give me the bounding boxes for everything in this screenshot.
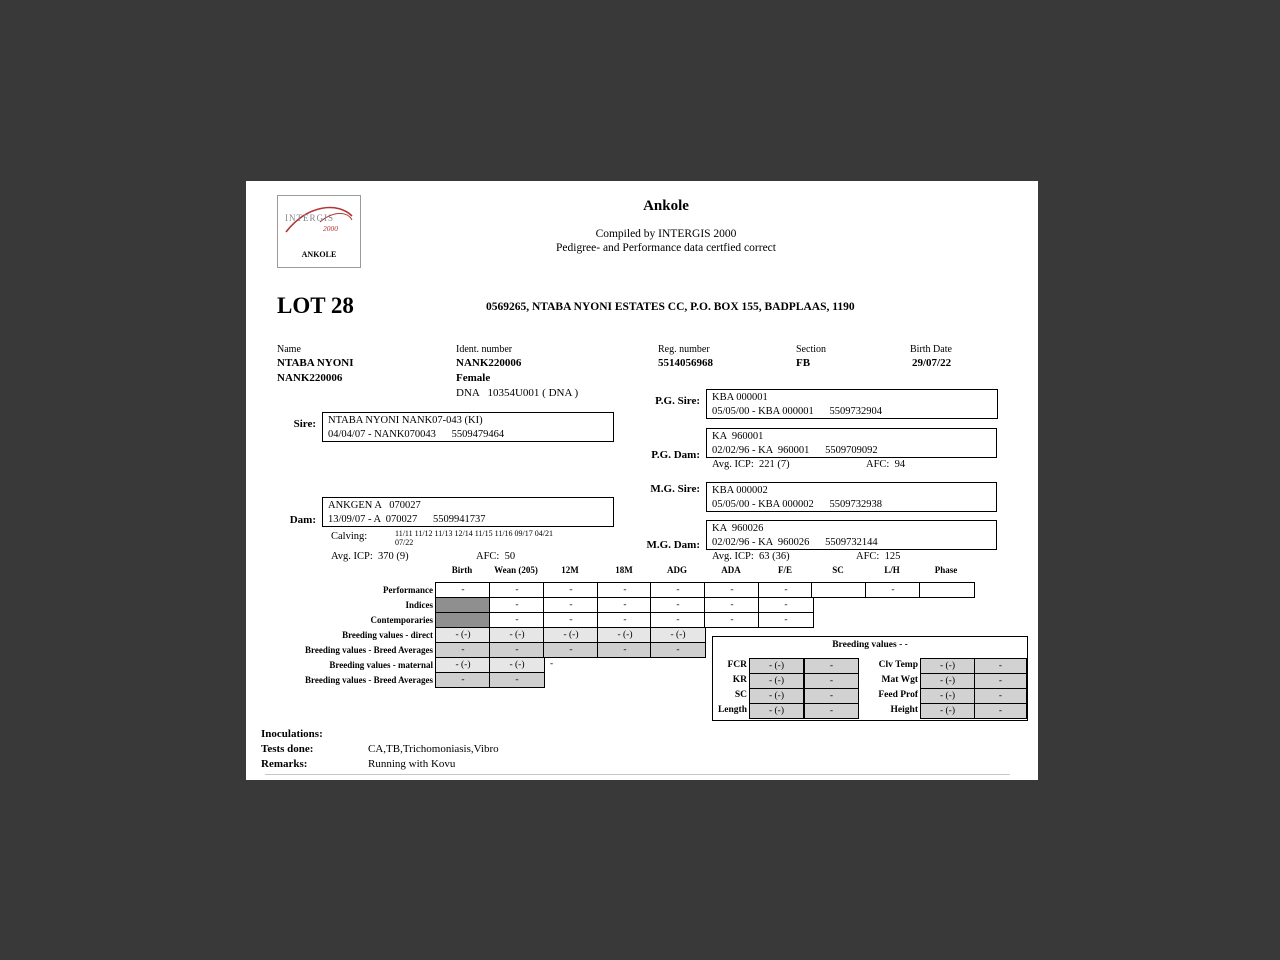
- bv-cell: -: [804, 703, 859, 719]
- row-label-bv-breed-averages: Breeding values - Breed Averages: [305, 645, 433, 655]
- bv-breed-avg-cell: -: [435, 642, 491, 658]
- bv-row-left-label: SC: [734, 690, 747, 700]
- bv-cell: -: [974, 673, 1027, 689]
- bv-maternal-loose-dash: -: [550, 659, 554, 669]
- name-label: Name: [277, 344, 301, 355]
- bv-cell: - (-): [920, 673, 975, 689]
- sire-box: [322, 412, 614, 442]
- contemporaries-cell: -: [597, 612, 653, 628]
- bv-box-row: [713, 658, 1027, 673]
- col-header-12m: 12M: [561, 565, 579, 575]
- animal-ident: NANK220006: [456, 357, 522, 369]
- bv-maternal-cell: - (-): [489, 657, 545, 673]
- pg-sire-name: KBA 000001: [712, 392, 768, 403]
- bv-cell: - (-): [749, 658, 804, 674]
- animal-sex: Female: [456, 372, 491, 384]
- bv-breed-avg2-cell: -: [435, 672, 491, 688]
- birthdate-label: Birth Date: [910, 344, 952, 355]
- bv-row-right-label: Feed Prof: [878, 690, 918, 700]
- bv-box-row: [713, 688, 1027, 703]
- calving-label: Calving:: [331, 531, 368, 542]
- indices-cell: -: [597, 597, 653, 613]
- bv-row-right-label: Mat Wgt: [881, 675, 918, 685]
- calving-dates-line2: 07/22: [395, 538, 414, 547]
- compiled-by-line: Compiled by INTERGIS 2000: [595, 228, 737, 240]
- bv-cell: - (-): [749, 688, 804, 704]
- mg-dam-detail: 02/02/96 - KA 960026 5509732144: [712, 537, 878, 548]
- remarks-value: Running with Kovu: [368, 758, 456, 770]
- bv-breed-avg-cell: -: [543, 642, 599, 658]
- animal-name-line1: NTABA NYONI: [277, 357, 354, 369]
- bv-row-left-label: FCR: [727, 660, 747, 670]
- contemporaries-cell: -: [650, 612, 706, 628]
- indices-cell: -: [489, 597, 545, 613]
- certified-line: Pedigree- and Performance data certfied correct: [556, 242, 776, 254]
- col-header-adg: ADG: [667, 565, 687, 575]
- bv-box-row: [713, 673, 1027, 688]
- perf-cell: -: [597, 582, 653, 598]
- dam-avg-icp: Avg. ICP: 370 (9): [331, 551, 409, 562]
- bv-breed-avg-cell: -: [650, 642, 706, 658]
- ident-label: Ident. number: [456, 344, 513, 355]
- bv-cell: - (-): [749, 703, 804, 719]
- row-label-bv-breed-averages-2: Breeding values - Breed Averages: [305, 675, 433, 685]
- row-label-performance: Performance: [383, 585, 433, 595]
- col-header-wean: Wean (205): [494, 565, 538, 575]
- bv-cell: - (-): [920, 658, 975, 674]
- row-label-bv-direct: Breeding values - direct: [342, 630, 433, 640]
- perf-cell: -: [435, 582, 491, 598]
- animal-dna: DNA 10354U001 ( DNA ): [456, 387, 579, 399]
- owner-line: 0569265, NTABA NYONI ESTATES CC, P.O. BOX 155, BADPLAAS, 1190: [486, 301, 855, 313]
- contemporaries-cell: -: [758, 612, 814, 628]
- lot-number: LOT 28: [277, 293, 354, 318]
- animal-name-line2: NANK220006: [277, 372, 343, 384]
- breeding-values-box: [712, 636, 1028, 721]
- indices-cell: -: [758, 597, 814, 613]
- mg-dam-box: [706, 520, 997, 550]
- col-header-sc: SC: [832, 565, 844, 575]
- mg-sire-name: KBA 000002: [712, 485, 768, 496]
- bv-cell: -: [974, 658, 1027, 674]
- indices-cell: -: [650, 597, 706, 613]
- tests-done-value: CA,TB,Trichomoniasis,Vibro: [368, 743, 499, 755]
- perf-cell: -: [758, 582, 814, 598]
- logo-breed-text: ANKOLE: [301, 250, 337, 259]
- bv-direct-cell: - (-): [650, 627, 706, 643]
- row-label-bv-maternal: Breeding values - maternal: [329, 660, 433, 670]
- bv-direct-cell: - (-): [543, 627, 599, 643]
- bv-cell: -: [804, 673, 859, 689]
- page-title: Ankole: [643, 198, 689, 214]
- perf-cell: -: [489, 582, 545, 598]
- inoculations-label: Inoculations:: [261, 728, 323, 740]
- bv-direct-cell: - (-): [597, 627, 653, 643]
- contemporaries-blank-cell: [435, 612, 491, 628]
- logo-brand-text: INTERGIS: [285, 213, 334, 223]
- tests-done-label: Tests done:: [261, 743, 314, 755]
- bv-cell: -: [974, 688, 1027, 704]
- mg-dam-afc: AFC: 125: [856, 551, 901, 562]
- bv-maternal-cell: - (-): [435, 657, 491, 673]
- pg-dam-afc: AFC: 94: [866, 459, 906, 470]
- bv-cell: - (-): [749, 673, 804, 689]
- pg-dam-box: [706, 428, 997, 458]
- indices-blank-cell: [435, 597, 491, 613]
- sire-name: NTABA NYONI NANK07-043 (KI): [328, 415, 483, 426]
- perf-cell: [811, 582, 867, 598]
- sire-label: Sire:: [293, 418, 316, 430]
- bv-direct-cell: - (-): [489, 627, 545, 643]
- mg-dam-avg-icp: Avg. ICP: 63 (36): [712, 551, 790, 562]
- intergis-logo: [277, 195, 361, 268]
- calving-dates-line1: 11/11 11/12 11/13 12/14 11/15 11/16 09/17 04/21: [395, 529, 553, 538]
- animal-birthdate: 29/07/22: [912, 357, 952, 369]
- perf-cell: -: [865, 582, 921, 598]
- breeding-values-box-title: Breeding values - -: [832, 640, 908, 650]
- perf-cell: [919, 582, 975, 598]
- contemporaries-cell: -: [543, 612, 599, 628]
- pg-dam-label: P.G. Dam:: [651, 449, 700, 461]
- mg-sire-box: [706, 482, 997, 512]
- col-header-birth: Birth: [451, 565, 473, 575]
- perf-cell: -: [543, 582, 599, 598]
- pg-sire-detail: 05/05/00 - KBA 000001 5509732904: [712, 406, 883, 417]
- col-header-fe: F/E: [777, 565, 792, 575]
- bv-breed-avg-cell: -: [489, 642, 545, 658]
- bv-row-right-label: Clv Temp: [878, 660, 918, 670]
- bv-cell: -: [804, 658, 859, 674]
- pg-sire-box: [706, 389, 998, 419]
- pedigree-certificate-page: [246, 181, 1038, 780]
- row-label-indices: Indices: [405, 600, 433, 610]
- bv-cell: - (-): [920, 688, 975, 704]
- dam-label: Dam:: [289, 514, 316, 526]
- perf-cell: -: [704, 582, 760, 598]
- contemporaries-cell: -: [704, 612, 760, 628]
- dam-detail: 13/09/07 - A 070027 5509941737: [328, 514, 486, 525]
- pg-dam-name: KA 960001: [712, 431, 764, 442]
- bv-cell: - (-): [920, 703, 975, 719]
- dam-name: ANKGEN A 070027: [328, 500, 421, 511]
- col-header-18m: 18M: [615, 565, 633, 575]
- pg-sire-label: P.G. Sire:: [655, 395, 700, 407]
- pg-dam-avg-icp: Avg. ICP: 221 (7): [712, 459, 790, 470]
- bv-cell: -: [804, 688, 859, 704]
- bv-row-left-label: KR: [732, 675, 747, 685]
- col-header-lh: L/H: [884, 565, 900, 575]
- bv-direct-cell: - (-): [435, 627, 491, 643]
- bv-cell: -: [974, 703, 1027, 719]
- logo-year-text: 2000: [323, 224, 338, 233]
- remarks-label: Remarks:: [261, 758, 308, 770]
- bv-breed-avg2-cell: -: [489, 672, 545, 688]
- bv-breed-avg-cell: -: [597, 642, 653, 658]
- mg-sire-detail: 05/05/00 - KBA 000002 5509732938: [712, 499, 883, 510]
- section-label: Section: [796, 344, 826, 355]
- mg-sire-label: M.G. Sire:: [650, 483, 700, 495]
- col-header-phase: Phase: [934, 565, 958, 575]
- sire-detail: 04/04/07 - NANK070043 5509479464: [328, 429, 505, 440]
- reg-label: Reg. number: [658, 344, 710, 355]
- contemporaries-cell: -: [489, 612, 545, 628]
- animal-section: FB: [796, 357, 811, 369]
- mg-dam-name: KA 960026: [712, 523, 764, 534]
- mg-dam-label: M.G. Dam:: [646, 539, 700, 551]
- animal-reg: 5514056968: [658, 357, 713, 369]
- dam-afc: AFC: 50: [476, 551, 516, 562]
- perf-cell: -: [650, 582, 706, 598]
- dam-box: [322, 497, 614, 527]
- pg-dam-detail: 02/02/96 - KA 960001 5509709092: [712, 445, 878, 456]
- bv-row-left-label: Length: [717, 705, 747, 715]
- indices-cell: -: [543, 597, 599, 613]
- indices-cell: -: [704, 597, 760, 613]
- bv-box-row: [713, 703, 1027, 718]
- bottom-divider: [265, 774, 1010, 775]
- row-label-contemporaries: Contemporaries: [370, 615, 433, 625]
- col-header-ada: ADA: [721, 565, 741, 575]
- bv-row-right-label: Height: [890, 705, 918, 715]
